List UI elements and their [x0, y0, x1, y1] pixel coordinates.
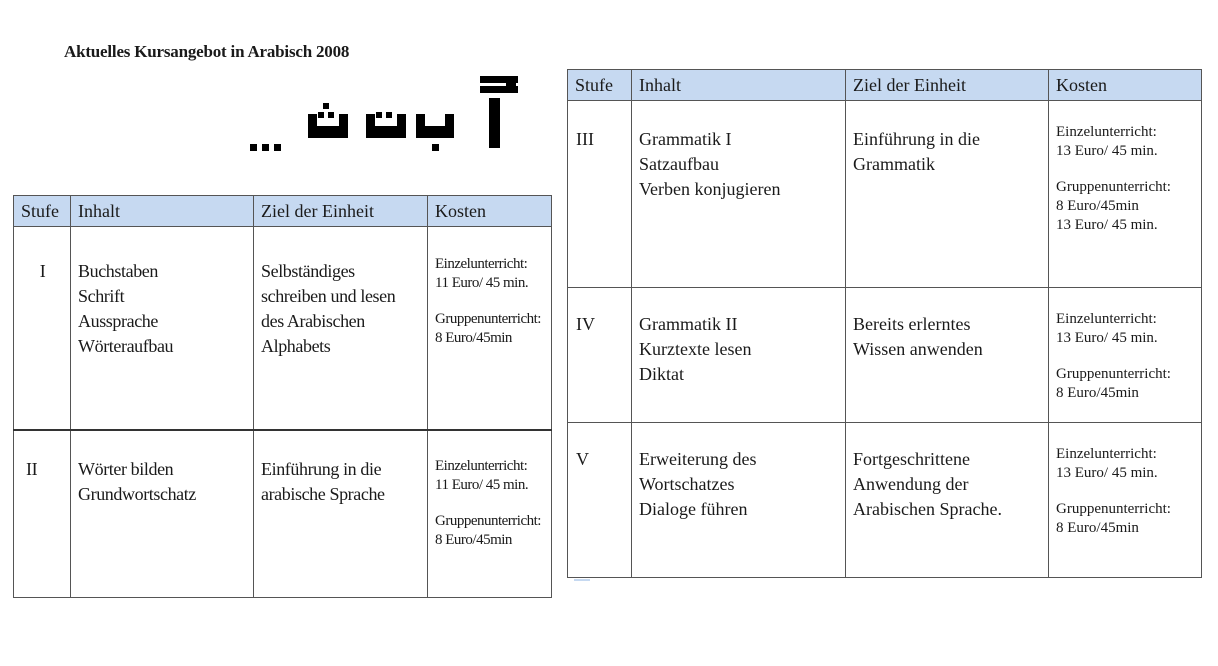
arabic-letters-graphic	[248, 68, 528, 158]
inhalt-line: Satzaufbau	[639, 154, 719, 174]
inhalt-line: Kurztexte lesen	[639, 339, 752, 359]
ziel-line: Arabischen Sprache.	[853, 499, 1002, 519]
inhalt-cell	[71, 430, 254, 598]
course-table-levels-1-2	[13, 195, 552, 598]
inhalt-line: Dialoge führen	[639, 499, 748, 519]
ziel-line: Einführung in die	[261, 459, 382, 479]
column-header-ziel: Ziel der Einheit	[846, 70, 1049, 101]
ziel-line: Fortgeschrittene	[853, 449, 970, 469]
ziel-line: Selbständiges	[261, 261, 355, 281]
inhalt-cell	[632, 288, 846, 423]
stufe-cell: IV	[568, 288, 632, 423]
ziel-line: Einführung in die	[853, 129, 980, 149]
gruppe-price: 8 Euro/45min	[1056, 520, 1139, 536]
ziel-cell	[846, 288, 1049, 423]
einzel-price: 11 Euro/ 45 min.	[435, 477, 529, 493]
einzel-label: Einzelunterricht:	[435, 458, 528, 474]
gruppe-label: Gruppenunterricht:	[1056, 366, 1171, 382]
column-header-stufe: Stufe	[568, 70, 632, 101]
column-header-inhalt: Inhalt	[632, 70, 846, 101]
ziel-cell	[254, 227, 428, 431]
ziel-cell	[254, 430, 428, 598]
inhalt-cell	[632, 423, 846, 578]
ziel-line: des Arabischen	[261, 311, 365, 331]
table-row	[14, 227, 552, 431]
column-header-ziel: Ziel der Einheit	[254, 196, 428, 227]
gruppe-label: Gruppenunterricht:	[1056, 501, 1171, 517]
table-header-row	[568, 70, 1202, 101]
ziel-line: Wissen anwenden	[853, 339, 983, 359]
inhalt-line: Wörter bilden	[78, 459, 174, 479]
inhalt-line: Wortschatzes	[639, 474, 735, 494]
einzel-price: 13 Euro/ 45 min.	[1056, 465, 1158, 481]
table-row	[568, 101, 1202, 288]
gruppe-price: 8 Euro/45min	[1056, 385, 1139, 401]
gruppe-price: 8 Euro/45min	[435, 330, 512, 346]
stufe-cell: III	[568, 101, 632, 288]
extra-price: 13 Euro/ 45 min.	[1056, 217, 1158, 233]
stufe-cell: II	[14, 430, 71, 598]
table-header-row	[14, 196, 552, 227]
column-header-kosten: Kosten	[428, 196, 552, 227]
table-row	[14, 430, 552, 598]
column-header-stufe: Stufe	[14, 196, 71, 227]
page-heading: Aktuelles Kursangebot in Arabisch 2008	[64, 42, 350, 61]
gruppe-price: 8 Euro/45min	[1056, 198, 1139, 214]
inhalt-line: Wörteraufbau	[78, 336, 174, 356]
einzel-label: Einzelunterricht:	[1056, 446, 1157, 462]
inhalt-cell	[632, 101, 846, 288]
inhalt-line: Buchstaben	[78, 261, 158, 281]
course-table-levels-3-5	[567, 69, 1202, 578]
ziel-line: Bereits erlerntes	[853, 314, 971, 334]
gruppe-price: 8 Euro/45min	[435, 532, 512, 548]
gruppe-label: Gruppenunterricht:	[435, 513, 541, 529]
inhalt-line: Grammatik I	[639, 129, 732, 149]
ziel-cell	[846, 423, 1049, 578]
kosten-cell	[1049, 288, 1202, 423]
kosten-cell	[1049, 423, 1202, 578]
einzel-label: Einzelunterricht:	[435, 256, 528, 272]
einzel-price: 13 Euro/ 45 min.	[1056, 143, 1158, 159]
inhalt-cell	[71, 227, 254, 431]
inhalt-line: Diktat	[639, 364, 684, 384]
inhalt-line: Aussprache	[78, 311, 158, 331]
ziel-line: schreiben und lesen	[261, 286, 396, 306]
ziel-line: Grammatik	[853, 154, 935, 174]
stufe-cell: V	[568, 423, 632, 578]
table-row	[568, 288, 1202, 423]
einzel-label: Einzelunterricht:	[1056, 311, 1157, 327]
gruppe-label: Gruppenunterricht:	[435, 311, 541, 327]
inhalt-line: Grammatik II	[639, 314, 738, 334]
ziel-line: Anwendung der	[853, 474, 969, 494]
column-header-inhalt: Inhalt	[71, 196, 254, 227]
gruppe-label: Gruppenunterricht:	[1056, 179, 1171, 195]
inhalt-line: Schrift	[78, 286, 125, 306]
kosten-cell	[428, 430, 552, 598]
ziel-cell	[846, 101, 1049, 288]
einzel-label: Einzelunterricht:	[1056, 124, 1157, 140]
divider	[574, 579, 590, 581]
kosten-cell	[428, 227, 552, 431]
column-header-kosten: Kosten	[1049, 70, 1202, 101]
inhalt-line: Grundwortschatz	[78, 484, 196, 504]
kosten-cell	[1049, 101, 1202, 288]
einzel-price: 11 Euro/ 45 min.	[435, 275, 529, 291]
einzel-price: 13 Euro/ 45 min.	[1056, 330, 1158, 346]
table-row	[568, 423, 1202, 578]
ziel-line: Alphabets	[261, 336, 331, 356]
inhalt-line: Verben konjugieren	[639, 179, 781, 199]
stufe-cell: I	[14, 227, 71, 431]
ziel-line: arabische Sprache	[261, 484, 385, 504]
inhalt-line: Erweiterung des	[639, 449, 757, 469]
